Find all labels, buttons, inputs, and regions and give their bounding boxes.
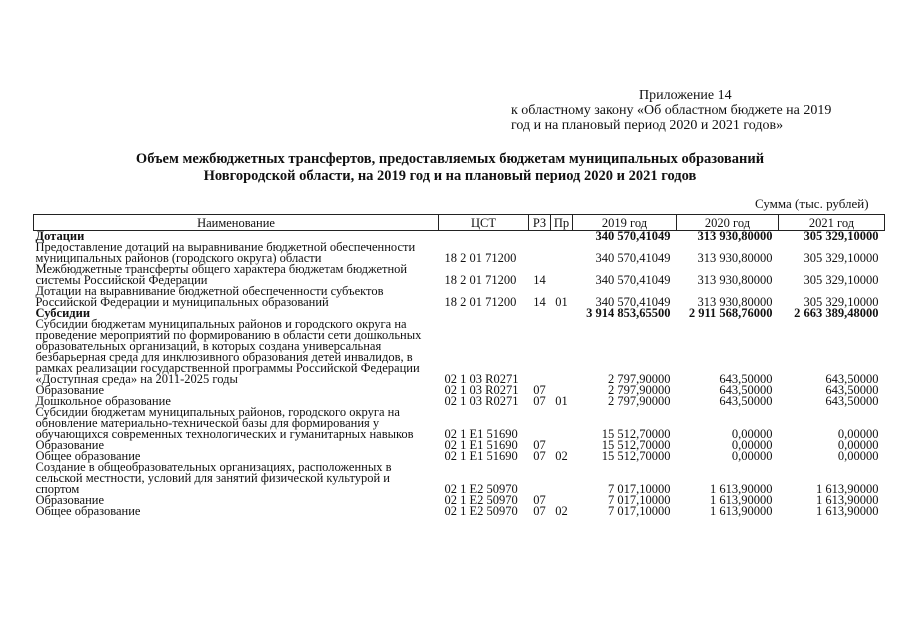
cell-2021: 0,00000 — [837, 438, 879, 452]
cell-2020: 1 613,90000 — [710, 482, 773, 496]
col-header-2021: 2021 год — [779, 215, 885, 231]
cell-rz: 07 — [533, 504, 546, 518]
table-row — [34, 506, 885, 517]
cell-rz: 14 — [533, 295, 546, 309]
table-row — [34, 286, 885, 308]
cell-name: Дотации на выравнивание бюджетной обеспеченности субъектов Российской Федерации и муниципальных образований — [35, 284, 384, 309]
cell-2019: 340 570,41049 — [595, 251, 671, 265]
cell-pr — [551, 264, 573, 286]
cell-2021: 305 329,10000 — [803, 295, 879, 309]
cell-pr — [551, 319, 573, 385]
cell-cst: 02 1 03 R0271 — [444, 372, 519, 386]
cell-2019: 3 914 853,65500 — [586, 306, 671, 320]
cell-2020: 643,50000 — [719, 394, 773, 408]
cell-2019: 2 797,90000 — [608, 383, 671, 397]
cell-2021: 1 613,90000 — [816, 504, 879, 518]
cell-name: Образование — [35, 438, 105, 452]
cell-2020: 313 930,80000 — [697, 251, 773, 265]
cell-2020: 313 930,80000 — [697, 295, 773, 309]
cell-rz: 07 — [533, 493, 546, 507]
col-header-cst: ЦСТ — [439, 215, 529, 231]
cell-cst: 02 1 E1 51690 — [444, 438, 518, 452]
cell-cst: 18 2 01 71200 — [444, 273, 517, 287]
cell-rz — [529, 319, 551, 385]
cell-pr: 01 — [555, 394, 568, 408]
cell-name: Межбюджетные трансферты общего характера бюджетам бюджетной системы Российской Федерации — [35, 262, 408, 287]
cell-2019: 15 512,70000 — [601, 427, 671, 441]
table-row — [34, 407, 885, 440]
cell-cst: 02 1 03 R0271 — [444, 383, 519, 397]
cell-2021: 1 613,90000 — [816, 482, 879, 496]
cell-name: Предоставление дотаций на выравнивание бюджетной обеспеченности муниципальных районов (городского округа) области — [35, 240, 416, 265]
appendix-law-line-1: к областному закону «Об областном бюджете на 2019 — [511, 103, 832, 118]
cell-rz — [529, 231, 551, 243]
cell-name: Создание в общеобразовательных организациях, расположенных в сельской местности, условий для занятий физической культурой и спортом — [35, 460, 392, 496]
cell-2019: 2 797,90000 — [608, 372, 671, 386]
cell-name: Образование — [35, 383, 105, 397]
cell-rz — [529, 308, 551, 319]
title-line-2: Новгородской области, на 2019 год и на плановый период 2020 и 2021 годов — [203, 168, 697, 184]
cell-2019: 340 570,41049 — [595, 295, 671, 309]
cell-pr: 02 — [555, 504, 568, 518]
col-header-2020: 2020 год — [677, 215, 779, 231]
cell-name: Образование — [35, 493, 105, 507]
col-header-rz: РЗ — [529, 215, 551, 231]
cell-name: Дотации — [35, 229, 85, 243]
appendix-law-line-2: год и на плановый период 2020 и 2021 годов» — [511, 118, 784, 133]
cell-rz: 07 — [533, 394, 546, 408]
table-row — [34, 242, 885, 264]
cell-2021: 643,50000 — [825, 394, 879, 408]
cell-2020: 0,00000 — [731, 427, 773, 441]
cell-2021: 305 329,10000 — [803, 229, 879, 243]
cell-rz: 07 — [533, 449, 546, 463]
table-row — [34, 319, 885, 385]
cell-rz — [529, 407, 551, 440]
cell-pr: 01 — [555, 295, 568, 309]
cell-2019: 7 017,10000 — [608, 504, 671, 518]
cell-pr — [551, 407, 573, 440]
cell-cst — [439, 308, 529, 319]
cell-rz: 07 — [533, 438, 546, 452]
cell-2019: 7 017,10000 — [608, 482, 671, 496]
cell-cst: 02 1 03 R0271 — [444, 394, 519, 408]
cell-pr — [551, 462, 573, 495]
cell-name: Субсидии бюджетам муниципальных районов и городского округа на проведение мероприятий по формированию в области сети дошкольных образовательных организаций, в которых создана универсальная безбарьерная среда для инклюзивного образования детей инвалидов, в рамках реализации государственной программы Российской Федерации «Доступная среда» на 2011-2025 годы — [35, 317, 422, 386]
cell-rz: 07 — [533, 383, 546, 397]
cell-2021: 643,50000 — [825, 383, 879, 397]
cell-cst: 02 1 E2 50970 — [444, 482, 518, 496]
cell-2019: 15 512,70000 — [601, 438, 671, 452]
cell-2020: 1 613,90000 — [710, 493, 773, 507]
col-header-pr: Пр — [551, 215, 573, 231]
cell-pr — [551, 308, 573, 319]
cell-2019: 15 512,70000 — [601, 449, 671, 463]
cell-2021: 2 663 389,48000 — [794, 306, 879, 320]
cell-pr: 02 — [555, 449, 568, 463]
document-title — [40, 151, 860, 185]
cell-name: Субсидии — [35, 306, 91, 320]
cell-2020: 313 930,80000 — [697, 273, 773, 287]
cell-rz — [529, 242, 551, 264]
cell-cst — [439, 231, 529, 243]
cell-2019: 340 570,41049 — [595, 273, 671, 287]
cell-2021: 0,00000 — [837, 449, 879, 463]
cell-rz: 14 — [533, 273, 546, 287]
cell-name: Общее образование — [35, 504, 141, 518]
appendix-number: Приложение 14 — [639, 88, 732, 103]
cell-cst: 18 2 01 71200 — [444, 251, 517, 265]
cell-2020: 2 911 568,76000 — [688, 306, 773, 320]
col-header-name: Наименование — [34, 215, 439, 231]
title-line-1: Объем межбюджетных трансфертов, предоставляемых бюджетам муниципальных образований — [135, 151, 765, 167]
cell-pr — [551, 231, 573, 243]
cell-2020: 0,00000 — [731, 438, 773, 452]
cell-2019: 2 797,90000 — [608, 394, 671, 408]
appendix-note — [511, 88, 881, 133]
cell-2021: 305 329,10000 — [803, 273, 879, 287]
cell-cst: 02 1 E1 51690 — [444, 427, 518, 441]
cell-rz — [529, 462, 551, 495]
cell-2021: 0,00000 — [837, 427, 879, 441]
cell-cst: 18 2 01 71200 — [444, 295, 517, 309]
cell-2021: 643,50000 — [825, 372, 879, 386]
cell-cst: 02 1 E2 50970 — [444, 504, 518, 518]
cell-2021: 1 613,90000 — [816, 493, 879, 507]
table-row — [34, 264, 885, 286]
cell-2020: 643,50000 — [719, 383, 773, 397]
cell-cst: 02 1 E1 51690 — [444, 449, 518, 463]
cell-2019: 340 570,41049 — [595, 229, 671, 243]
cell-2021: 305 329,10000 — [803, 251, 879, 265]
cell-name: Субсидии бюджетам муниципальных районов, городского округа на обновление материально-технической базы для формирования у обучающихся современных технологических и гуманитарных навыков — [35, 405, 414, 441]
table-row — [34, 462, 885, 495]
cell-2020: 643,50000 — [719, 372, 773, 386]
cell-pr — [551, 242, 573, 264]
col-header-2019: 2019 год — [573, 215, 677, 231]
cell-2020: 1 613,90000 — [710, 504, 773, 518]
cell-2020: 0,00000 — [731, 449, 773, 463]
cell-cst: 02 1 E2 50970 — [444, 493, 518, 507]
cell-2019: 7 017,10000 — [608, 493, 671, 507]
cell-name: Дошкольное образование — [35, 394, 171, 408]
cell-name: Общее образование — [35, 449, 141, 463]
transfers-table — [33, 214, 885, 517]
units-label: Сумма (тыс. рублей) — [755, 196, 869, 211]
cell-2020: 313 930,80000 — [697, 229, 773, 243]
